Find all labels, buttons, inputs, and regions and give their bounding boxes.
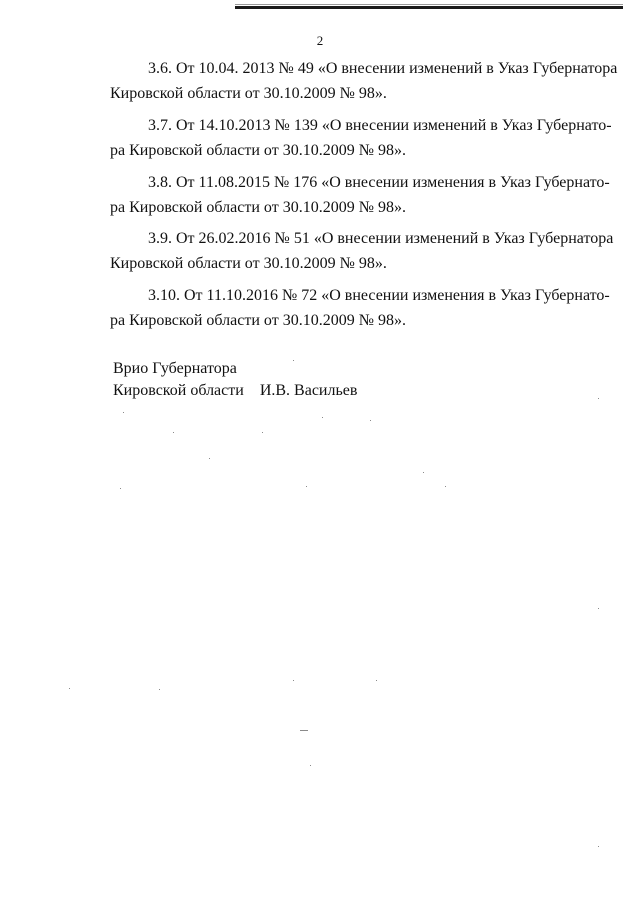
clause-line: 3.7. От 14.10.2013 № 139 «О внесении изменений в Указ Губернато- [148,117,612,134]
scan-speck [370,420,371,421]
scan-speck [173,432,174,433]
clause-line: 3.6. От 10.04. 2013 № 49 «О внесении изменений в Указ Губернатора [148,60,618,77]
header-rule [235,6,623,9]
clause-line: ра Кировской области от 30.10.2009 № 98». [110,142,406,159]
scan-speck [293,360,294,361]
scan-speck [293,680,294,681]
clause-line: Кировской области от 30.10.2009 № 98». [110,85,387,102]
scan-speck [69,688,70,689]
clause-line: 3.10. От 11.10.2016 № 72 «О внесении изменения в Указ Губернато- [148,287,610,304]
scan-speck [322,417,323,418]
clause-3-10 [110,283,610,333]
scan-speck [376,680,377,681]
scan-speck [310,765,311,766]
clause-line: ра Кировской области от 30.10.2009 № 98». [110,312,406,329]
clause-line: 3.9. От 26.02.2016 № 51 «О внесении изменений в Указ Губернатора [148,230,614,247]
clause-line: Кировской области от 30.10.2009 № 98». [110,255,387,272]
signature-title-region: Кировской области [113,382,244,399]
clause-3-9 [110,226,614,276]
scan-speck [306,486,307,487]
signature-title-line-1: Врио Губернатора [113,360,237,377]
clause-line: 3.8. От 11.08.2015 № 176 «О внесении изменения в Указ Губернато- [148,174,610,191]
page-number: 2 [316,33,324,48]
signature-title-line-2 [113,380,357,402]
signature-block [113,358,357,402]
scan-speck [598,398,599,399]
scan-speck [445,486,446,487]
clause-3-6 [110,56,618,106]
signatory-name: И.В. Васильев [259,382,358,399]
scan-speck [209,458,210,459]
scan-speck [300,730,308,731]
clause-3-7 [110,113,612,163]
scan-speck [598,846,599,847]
scan-speck [262,432,263,433]
scan-speck [159,689,160,690]
scan-speck [123,412,124,413]
header-rule-thin [235,4,623,5]
scan-speck [598,608,599,609]
clause-3-8 [110,170,610,220]
scan-speck [120,488,121,489]
clause-line: ра Кировской области от 30.10.2009 № 98». [110,199,406,216]
scan-speck [423,472,424,473]
